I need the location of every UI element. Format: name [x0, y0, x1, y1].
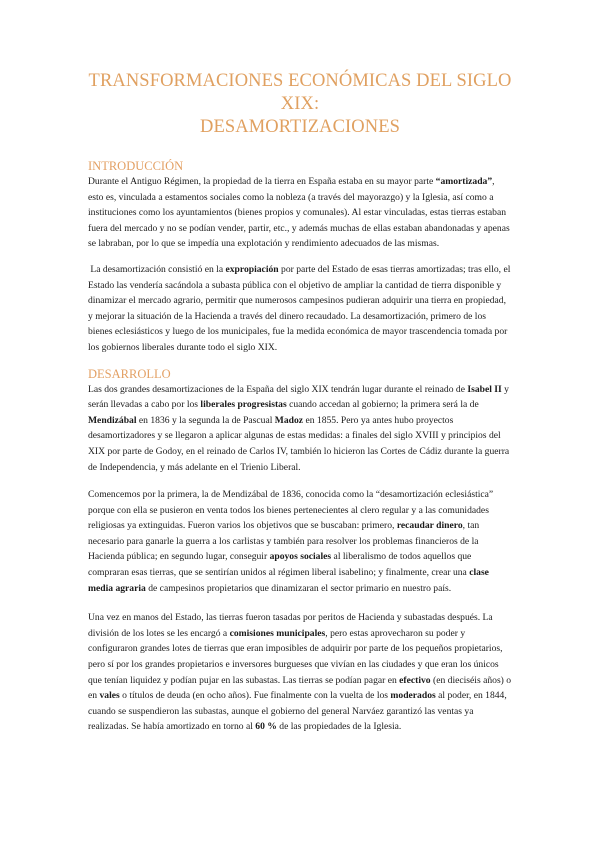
title-line-2: DESAMORTIZACIONES	[200, 117, 400, 137]
intro-paragraph-1: Durante el Antiguo Régimen, la propiedad de la tierra en España estaba en su mayor parte “amortizada”, esto es, vinculada a estamentos sociales como la nobleza (a través del mayorazgo) y la Iglesia, así como a instituciones como los ayuntamientos (bienes propios y comunales). Al estar vinculadas, estas tierras estaban fuera del mercado y no se podían vender, partir, etc., y además muchas de ellas estaban abandonadas y apenas se labraban, por lo que se impedía una explotación y rendimiento adecuados de las mismas.	[88, 176, 510, 250]
development-paragraph-1: Las dos grandes desamortizaciones de la España del siglo XIX tendrán lugar durante el reinado de Isabel II y serán llevadas a cabo por los liberales progresistas cuando accedan al gobierno; la primera será la de Mendizábal en 1836 y la segunda la de Pascual Madoz en 1855. Pero ya antes hubo proyectos desamortizadores y se llegaron a aplicar algunas de estas medidas: a finales del siglo XVIII y principios del XIX por parte de Godoy, en el reinado de Carlos IV, también lo hicieron las Cortes de Cádiz durante la guerra de Independencia, y más adelante en el Trienio Liberal.	[88, 383, 510, 473]
intro-paragraph-2: La desamortización consistió en la expropiación por parte del Estado de esas tierras amortizadas; tras ello, el Estado las vendería sacándola a subasta pública con el objetivo de ampliar la cantidad de tierra disponible y dinamizar el mercado agrario, permitir que numerosos campesinos pudieran adquirir una tierra en propiedad, y mejorar la situación de la Hacienda a través del dinero recaudado. La desamortización, primero de los bienes eclesiásticos y luego de los municipales, fue la medida económica de mayor trascendencia tomada por los gobiernos liberales durante todo el siglo XIX.	[88, 263, 511, 353]
document-title	[88, 0, 512, 139]
intro-heading: INTRODUCCIÓN	[88, 159, 184, 173]
development-heading: DESARROLLO	[88, 366, 171, 381]
title-line-1: TRANSFORMACIONES ECONÓMICAS DEL SIGLO XIX:	[88, 71, 512, 114]
development-paragraph-2: Comencemos por la primera, la de Mendizábal de 1836, conocida como la “desamortización eclesiástica” porque con ella se pusieron en venta todos los bienes pertenecientes al clero regular y a las comunidades religiosas ya extinguidas. Fueron varios los objetivos que se buscaban: primero, recaudar dinero, tan necesario para ganarle la guerra a los carlistas y también para resolver los problemas financieros de la Hacienda pública; en segundo lugar, conseguir apoyos sociales al liberalismo de todos aquellos que compraran esas tierras, que se sentirían unidos al régimen liberal isabelino; y finalmente, crear una clase media agraria de campesinos propietarios que dinamizaran el sector primario en nuestro país.	[88, 489, 494, 594]
development-paragraph-3: Una vez en manos del Estado, las tierras fueron tasadas por peritos de Hacienda y subastadas después. La división de los lotes se les encargó a comisiones municipales, pero estas aprovecharon su poder y configuraron grandes lotes de tierras que eran imposibles de adquirir por parte de los pequeños propietarios, pero sí por los grandes propietarios e inversores burgueses que vivían en las ciudades y que eran los únicos que tenían liquidez y podían pujar en las subastas. Las tierras se podían pagar en efectivo (en dieciséis años) o en vales o títulos de deuda (en ocho años). Fue finalmente con la vuelta de los moderados al poder, en 1844, cuando se suspendieron las subastas, aunque el gobierno del general Narváez garantizó las ventas ya realizadas. Se había amortizado en torno al 60 % de las propiedades de la Iglesia.	[88, 612, 512, 733]
